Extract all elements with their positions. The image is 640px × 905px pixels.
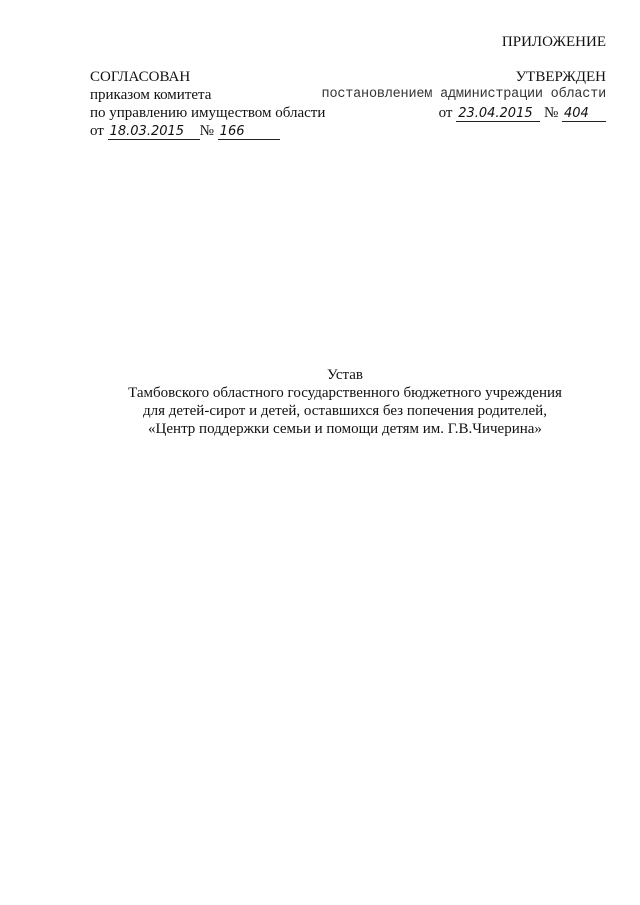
charter-line-1: Тамбовского областного государственного бюджетного учреждения: [128, 385, 562, 401]
charter-line-3: «Центр поддержки семьи и помощи детям им. Г.В.Чичерина»: [148, 421, 542, 437]
handwritten-date: 23.04.2015: [456, 107, 540, 122]
handwritten-number: 404: [562, 107, 606, 122]
number-prefix: №: [543, 105, 559, 121]
agreed-date-line: [90, 122, 280, 140]
agreed-title: СОГЛАСОВАН: [90, 69, 191, 85]
date-prefix: от: [438, 105, 453, 121]
approved-line-1: постановлением администрации области: [321, 87, 606, 102]
handwritten-date: 18.03.2015: [108, 125, 200, 140]
number-prefix: №: [199, 123, 214, 139]
date-prefix: от: [90, 123, 104, 139]
approved-date-line: [439, 104, 606, 122]
handwritten-number: 166: [218, 125, 280, 140]
approved-title: УТВЕРЖДЕН: [515, 69, 606, 85]
appendix-label: ПРИЛОЖЕНИЕ: [501, 34, 606, 50]
agreed-line-1: приказом комитета: [90, 87, 212, 103]
charter-title: Устав: [327, 367, 363, 383]
agreed-line-2: по управлению имуществом области: [90, 105, 326, 121]
charter-line-2: для детей-сирот и детей, оставшихся без попечения родителей,: [143, 403, 547, 419]
